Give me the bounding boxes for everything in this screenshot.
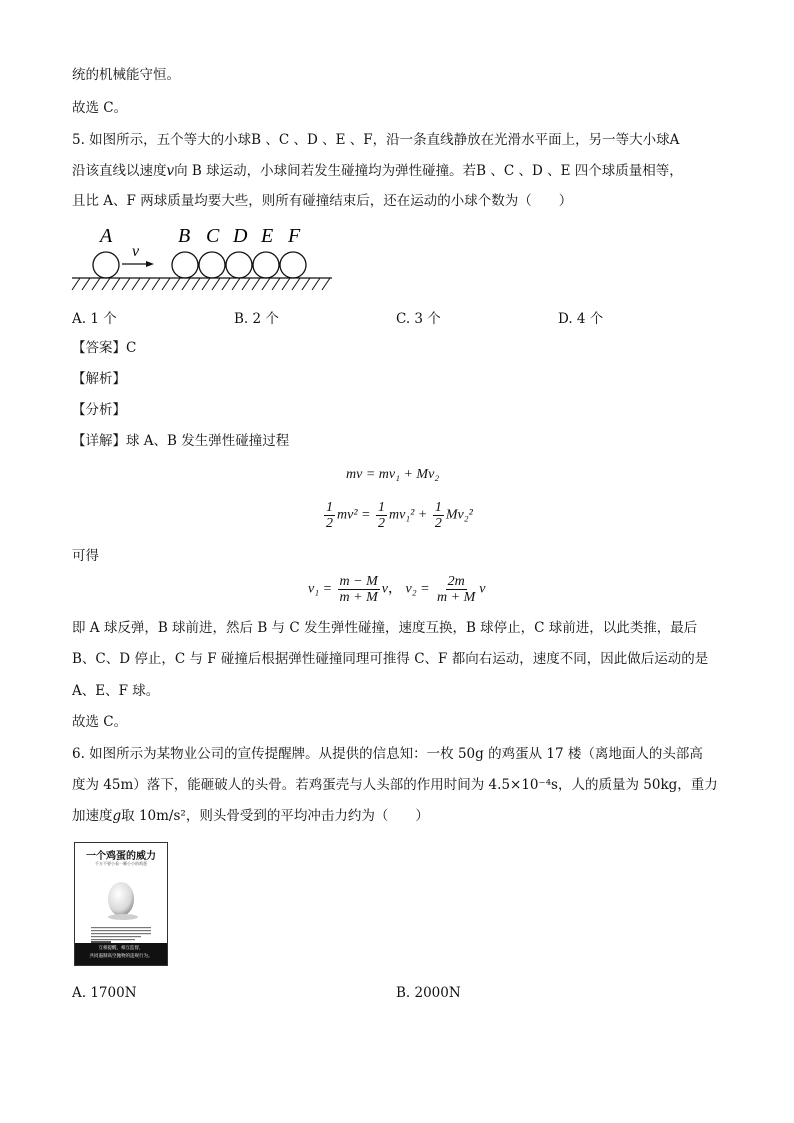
- option-a: A. 1 个: [72, 311, 117, 327]
- detail-line: 【详解】球 A、B 发生弹性碰撞过程: [72, 433, 290, 449]
- v1-lhs: v₁ =: [308, 581, 333, 597]
- text: 沿该直线以速度: [72, 163, 167, 179]
- text-line: 故选 C。: [72, 100, 128, 116]
- question-6-line-2: 度为 45m）落下，能砸破人的头骨。若鸡蛋壳与人头部的作用时间为 4.5×10⁻⁴s，人的质量为 50kg，重力: [72, 777, 718, 793]
- poster-title: 一个鸡蛋的威力: [86, 851, 156, 862]
- fraction-half: [324, 500, 335, 531]
- ball-label-d: D: [233, 225, 248, 247]
- v1-tail: v: [381, 581, 388, 597]
- poster-footer: [75, 943, 167, 965]
- question-6-line-3: [72, 807, 429, 825]
- separator: ，: [387, 581, 402, 597]
- ball-d: [226, 252, 252, 278]
- egg-poster: [74, 842, 168, 966]
- poster-subtitle: 千万不要小看一颗小小的鸡蛋: [95, 861, 147, 866]
- numerator: 1: [377, 500, 385, 515]
- text: 向 B 球运动，小球间若发生碰撞均为弹性碰撞。若B 、C 、D 、E 四个球质量相等，: [174, 163, 683, 179]
- numerator: 1: [434, 500, 442, 515]
- ball-label-c: C: [206, 225, 220, 247]
- ground-hatching: [72, 278, 330, 290]
- question-5-line-3: 且比 A、F 两球质量均要大些，则所有碰撞结束后，还在运动的小球个数为（ ）: [72, 193, 573, 209]
- option-6-b: B. 2000N: [396, 985, 461, 1001]
- text: 加速度: [72, 808, 113, 824]
- denominator: 2: [377, 516, 385, 531]
- balls-diagram: [70, 222, 335, 294]
- explanation-line-3: A、E、F 球。: [72, 683, 160, 699]
- question-6-line-1: 6. 如图所示为某物业公司的宣传提醒牌。从提供的信息知：一枚 50g 的鸡蛋从 17 楼（离地面人的头部高: [72, 746, 703, 762]
- option-6-a: A. 1700N: [72, 985, 137, 1001]
- choose-line: 故选 C。: [72, 714, 128, 730]
- numerator: 1: [326, 500, 333, 515]
- ball-label-a: A: [100, 225, 113, 247]
- ball-c: [199, 252, 225, 278]
- numerator: m − M: [339, 574, 378, 589]
- term: mv²: [337, 507, 358, 523]
- question-5-line-2: [72, 162, 683, 180]
- term: mv₁²: [388, 507, 415, 523]
- numerator: 2m: [447, 574, 465, 589]
- momentum-equation: mv = mv₁ + Mv₂: [346, 467, 440, 482]
- v2-fraction: [435, 574, 477, 605]
- question-5-line-1: 5. 如图所示，五个等大的小球B 、C 、D 、E 、F，沿一条直线静放在光滑水平面上，另一等大小球A: [72, 132, 680, 148]
- velocity-label: v: [132, 243, 140, 260]
- explanation-line-2: B、C、D 停止，C 与 F 碰撞后根据弹性碰撞同理可推得 C、F 都向右运动，速度不同，因此做后运动的是: [72, 651, 709, 667]
- ball-b: [172, 252, 198, 278]
- kede-line: 可得: [72, 548, 99, 564]
- velocity-solutions: [308, 574, 485, 605]
- fraction-half: [376, 500, 387, 531]
- text: 取 10m/s²，则头骨受到的平均冲击力约为（ ）: [121, 808, 429, 824]
- poster-footer-line: 共同遏制高空抛物的违规行为。: [89, 954, 153, 959]
- denominator: m + M: [339, 590, 378, 605]
- ball-label-f: F: [288, 225, 301, 247]
- ball-a: [93, 252, 119, 278]
- poster-footer-line: 互相提醒，相互监督，: [98, 946, 144, 951]
- equals: =: [361, 507, 371, 523]
- gravity-symbol: g: [112, 808, 122, 824]
- ball-label-b: B: [178, 225, 191, 247]
- v2-tail: v: [479, 581, 486, 597]
- analysis-label: 【解析】: [72, 371, 126, 387]
- egg-image: [75, 865, 167, 947]
- denominator: 2: [434, 516, 442, 531]
- ball-e: [253, 252, 279, 278]
- energy-equation: [322, 500, 473, 531]
- explanation-line-1: 即 A 球反弹，B 球前进，然后 B 与 C 发生弹性碰撞，速度互换，B 球停止，C 球前进，以此类推，最后: [72, 620, 698, 636]
- plus: +: [417, 507, 428, 523]
- ball-f: [280, 252, 306, 278]
- velocity-symbol: v: [166, 163, 175, 179]
- option-d: D. 4 个: [558, 311, 604, 327]
- answer-label: 【答案】C: [72, 340, 137, 356]
- v1-fraction: [338, 574, 380, 605]
- option-b: B. 2 个: [234, 311, 279, 327]
- term: Mv₂²: [445, 507, 473, 523]
- text-line: 统的机械能守恒。: [72, 67, 180, 83]
- denominator: m + M: [437, 590, 476, 605]
- denominator: 2: [326, 516, 333, 531]
- fenxi-label: 【分析】: [72, 402, 126, 418]
- option-c: C. 3 个: [396, 311, 441, 327]
- fraction-half: [433, 500, 444, 531]
- ball-label-e: E: [261, 225, 274, 247]
- v2-lhs: v₂ =: [405, 581, 430, 597]
- arrow-head: [146, 261, 154, 267]
